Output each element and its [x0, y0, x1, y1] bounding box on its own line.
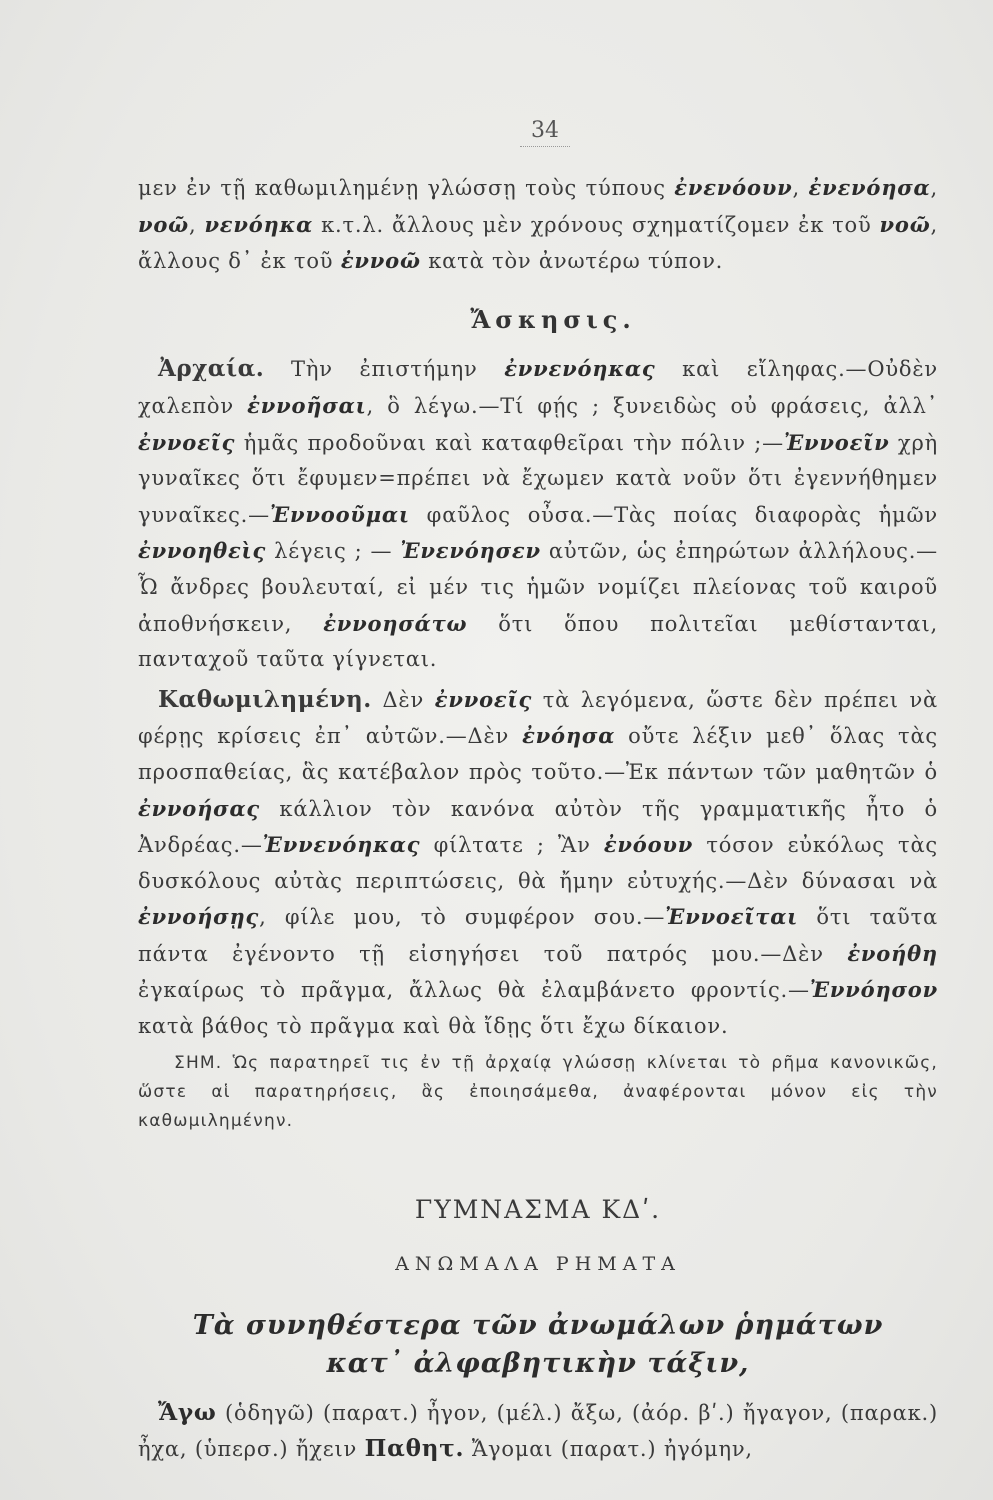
text-column — [138, 170, 938, 1468]
modern-text: ὅτι ταῦτα πάντα ἐγένοντο τῇ εἰσηγήσει τοῦ πατρός μου.—Δὲν — [138, 905, 938, 966]
modern-term: ἐνόησα — [522, 723, 616, 749]
page-number: 34 — [531, 118, 559, 143]
ancient-term: Ἐνενόησεν — [400, 538, 541, 564]
ancient-text: Τὴν ἐπιστήμην — [264, 357, 505, 382]
modern-term: Ἐννενόηκας — [262, 832, 421, 858]
modern-term: ἐννοήσῃς — [138, 904, 260, 930]
exercise-heading-line-2: κατ᾿ ἀλφαβητικὴν τάξιν, — [326, 1347, 750, 1379]
modern-label: Καθωμιλημένη. — [158, 685, 372, 713]
ancient-term: ἐννοῆσαι — [247, 392, 367, 418]
verb-headword: Ἄγω — [158, 1398, 217, 1426]
exercise-subtitle: ΑΝΩΜΑΛΑ ΡΗΜΑΤΑ — [395, 1253, 681, 1276]
intro-text: κατὰ τὸν ἀνωτέρω τύπον. — [420, 249, 724, 274]
ancient-text: φαῦλος οὖσα.—Τὰς ποίας διαφορὰς ἡμῶν — [409, 502, 938, 527]
page-number-rule — [520, 146, 570, 147]
modern-text: κατὰ βάθος τὸ πρᾶγμα καὶ θὰ ἴδῃς ὅτι ἔχω δίκαιον. — [138, 1014, 729, 1039]
ancient-text: αὐτῶν, ὡς ἐπηρώτων ἀλλήλους.—Ὦ ἄνδρες βουλευταί, εἰ μέν τις ἡμῶν νομίζει πλείονας τοῦ καιροῦ ἀποθνήσκειν, — [138, 539, 938, 636]
modern-term: ἐννοήσας — [138, 795, 261, 821]
ancient-term: Ἐννοεῖν — [783, 429, 890, 455]
verb-forms-text: Ἄγομαι (παρατ.) ἠγόμην, — [464, 1437, 753, 1462]
exercise-heading-line-1: Τὰ συνηθέστερα τῶν ἀνωμάλων ῥημάτων — [192, 1309, 884, 1341]
intro-text: κ.τ.λ. ἄλλους μὲν χρόνους σχηματίζομεν ἐκ τοῦ — [313, 212, 880, 237]
ancient-term: ἐννοηθεὶς — [138, 538, 267, 564]
intro-term: νοῶ — [138, 211, 189, 237]
intro-term: ἐνενόουν — [674, 175, 793, 200]
ancient-term: ἐννενόηκας — [504, 356, 656, 382]
modern-examples-paragraph — [138, 682, 938, 1045]
modern-text: τὰ λεγόμενα, ὥστε δὲν πρέπει νὰ φέρῃς κρίσεις ἐπ᾿ αὐτῶν.—Δὲν — [138, 687, 938, 749]
intro-term: ἐννοῶ — [340, 248, 421, 274]
verb-entry-ago — [138, 1395, 938, 1468]
modern-text: , φίλε μου, τὸ συμφέρον σου.— — [259, 905, 666, 930]
verb-forms-text: (ὁδηγῶ) (παρατ.) ἦγον, (μέλ.) ἄξω, (ἀόρ. βʹ.) ἤγαγον, (παρακ.) ἦχα, (ὑπερσ.) ἤχειν — [138, 1400, 938, 1462]
modern-text: κάλλιον τὸν κανόνα αὐτὸν τῆς γραμματικῆς ἦτο ὁ Ἀνδρέας.— — [138, 796, 938, 858]
ancient-term: ἐννοεῖς — [138, 429, 236, 455]
intro-text: , — [188, 212, 205, 237]
ancient-text: λέγεις ; — — [266, 539, 401, 564]
intro-text: , ἄλλους δ᾿ ἐκ τοῦ — [138, 212, 938, 274]
modern-term: Ἐννόησον — [809, 977, 938, 1003]
ancient-text: ὅτι ὅπου πολιτεῖαι μεθίστανται, πανταχοῦ ταῦτα γίγνεται. — [138, 611, 939, 672]
modern-text: τόσον εὐκόλως τὰς δυσκόλους αὐτὰς περιπτώσεις, θὰ ἤμην εὐτυχής.—Δὲν δύνασαι νὰ — [138, 833, 938, 893]
modern-text: Δὲν — [371, 687, 435, 712]
exercise-heading — [138, 1307, 938, 1383]
intro-text: , — [930, 176, 938, 200]
ancient-label: Ἀρχαία. — [158, 355, 265, 383]
intro-paragraph — [138, 170, 938, 280]
modern-term: ἐνοήθη — [847, 940, 938, 966]
ancient-text: χρὴ γυναῖκες ὅτι ἔφυμεν=πρέπει νὰ ἔχωμεν κατὰ νοῦν ὅτι ἐγεννήθημεν γυναῖκες.— — [138, 430, 938, 527]
section-heading-exercise: Ἄσκησις. — [470, 304, 636, 334]
ancient-examples-paragraph — [138, 351, 938, 677]
intro-text: μεν ἐν τῇ καθωμιλημένῃ γλώσσῃ τοὺς τύπους — [138, 176, 675, 200]
ancient-text: , ὃ λέγω.—Τί φῄς ; ξυνειδὼς οὐ φράσεις, ἀλλ᾿ — [366, 393, 938, 418]
intro-term: νοῶ — [879, 211, 931, 237]
passive-label: Παθητ. — [364, 1435, 465, 1463]
modern-term: ἐνόουν — [603, 832, 694, 858]
ancient-term: Ἐννοοῦμαι — [269, 501, 410, 527]
modern-text: οὔτε λέξιν μεθ᾿ ὅλας τὰς προσπαθείας, ἃς κατέβαλον πρὸς τοῦτο.—Ἐκ πάντων τῶν μαθητῶν ὁ — [138, 724, 938, 784]
intro-term: ἐνενόησα — [808, 175, 931, 200]
modern-text: ἐγκαίρως τὸ πρᾶγμα, ἄλλως θὰ ἐλαμβάνετο φροντίς.— — [138, 978, 810, 1003]
intro-term: νενόηκα — [204, 211, 314, 237]
ancient-text: καὶ εἴληφας.—Οὐδὲν χαλεπὸν — [138, 357, 938, 418]
ancient-term: ἐννοησάτω — [323, 610, 468, 636]
modern-text: φίλτατε ; Ἂν — [420, 833, 604, 858]
modern-term: ἐννοεῖς — [434, 686, 533, 712]
note-paragraph: ΣΗΜ. Ὡς παρατηρεῖ τις ἐν τῇ ἀρχαίᾳ γλώσσῃ κλίνεται τὸ ρῆμα κανονικῶς, ὥστε αἱ παρατηρήσεις, ἃς ἐποιησάμεθα, ἀναφέρονται μόνον εἰς τὴν καθωμιλημένην. — [138, 1052, 938, 1131]
intro-text: , — [792, 176, 809, 200]
modern-term: Ἐννοεῖται — [665, 904, 799, 930]
ancient-text: ἡμᾶς προδοῦναι καὶ καταφθεῖραι τὴν πόλιν ;— — [235, 430, 784, 455]
exercise-title: ΓΥΜΝΑΣΜΑ ΚΔʹ. — [414, 1194, 662, 1224]
